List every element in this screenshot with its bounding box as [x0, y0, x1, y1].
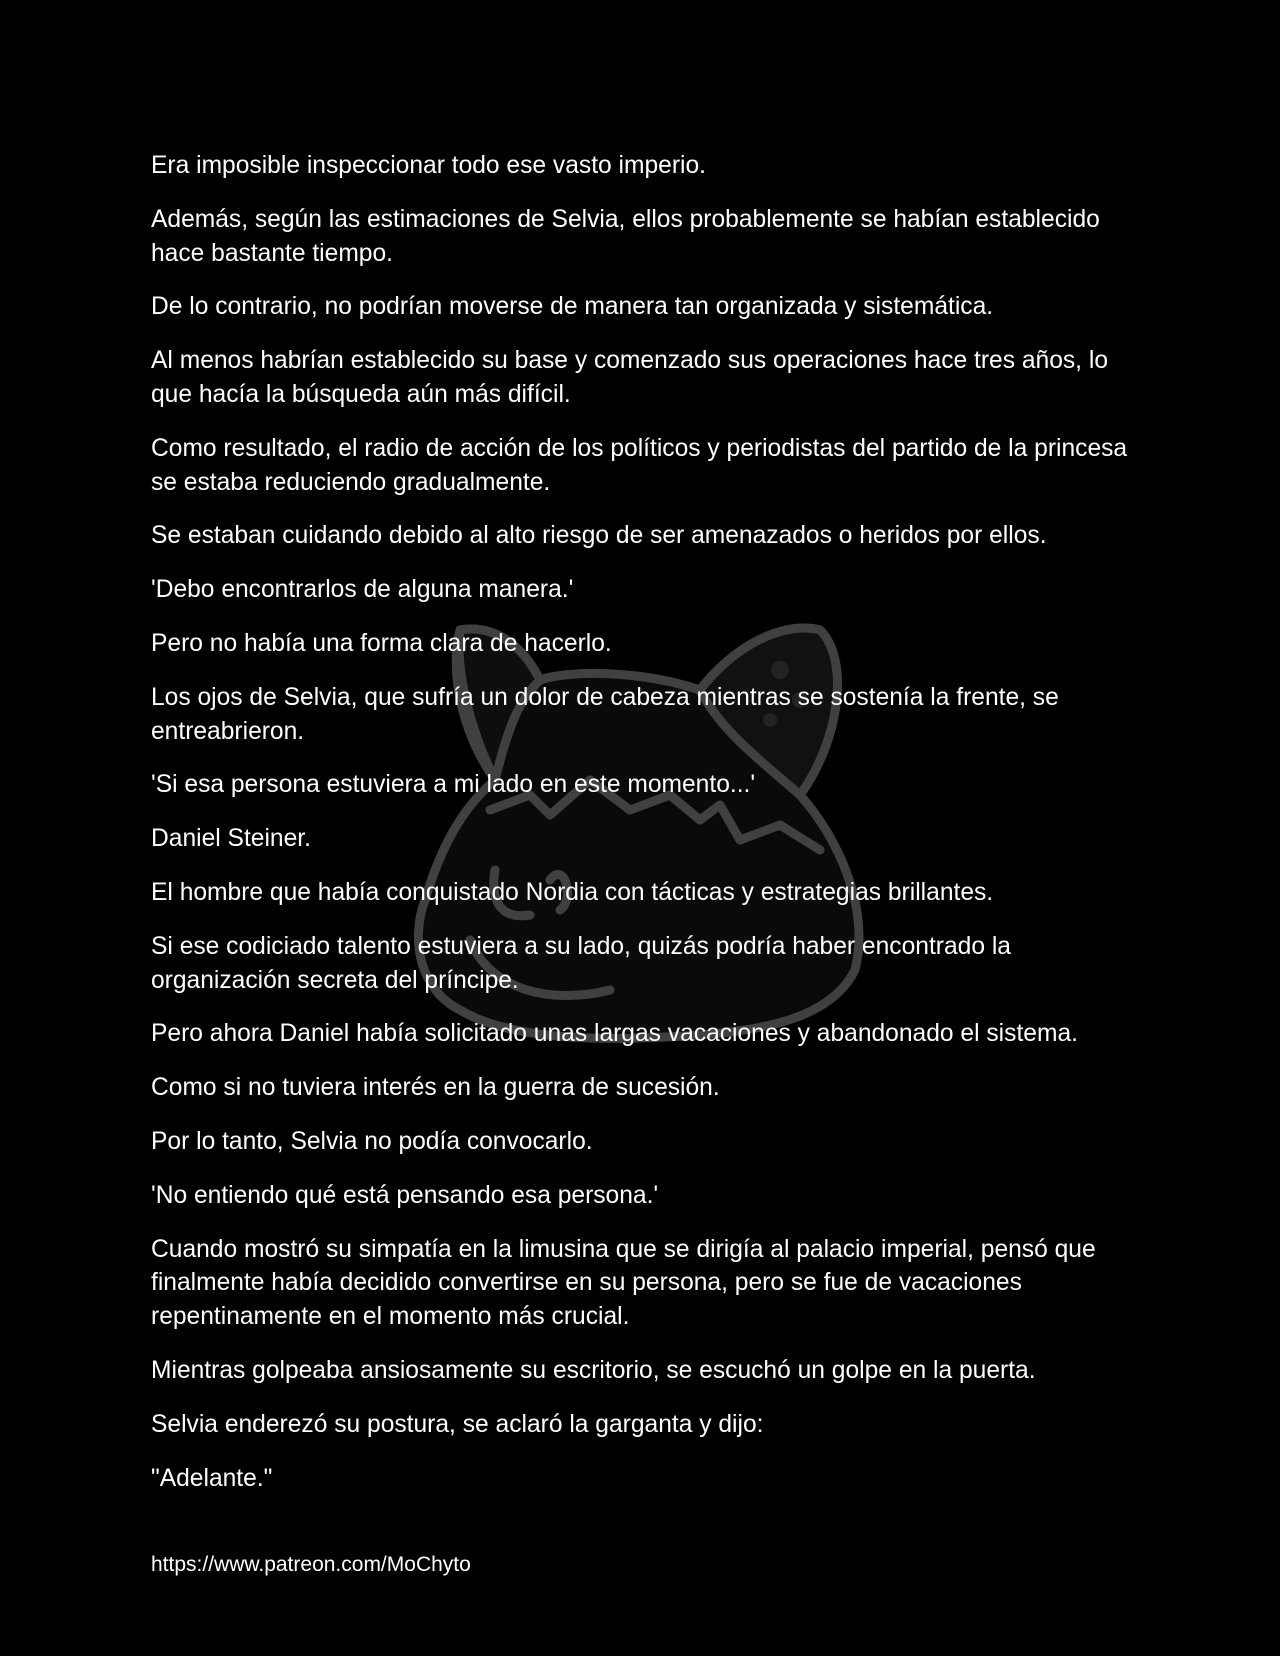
- paragraph: Como resultado, el radio de acción de los políticos y periodistas del partido de la princesa se estaba reduciendo gradualmente.: [151, 434, 1128, 496]
- chapter-text: [151, 149, 1151, 1515]
- paragraph: Como si no tuviera interés en la guerra de sucesión.: [151, 1074, 720, 1102]
- paragraph: Era imposible inspeccionar todo ese vasto imperio.: [151, 152, 707, 179]
- paragraph: Los ojos de Selvia, que sufría un dolor de cabeza mientras se sostenía la frente, se entreabrieron.: [151, 683, 1059, 745]
- paragraph: El hombre que había conquistado Nordia con tácticas y estrategias brillantes.: [151, 878, 994, 906]
- paragraph: De lo contrario, no podrían moverse de manera tan organizada y sistemática.: [151, 293, 994, 321]
- paragraph: 'Debo encontrarlos de alguna manera.': [151, 576, 574, 604]
- paragraph: Por lo tanto, Selvia no podía convocarlo.: [151, 1127, 593, 1155]
- paragraph: Se estaban cuidando debido al alto riesgo de ser amenazados o heridos por ellos.: [151, 522, 1047, 550]
- paragraph: Mientras golpeaba ansiosamente su escritorio, se escuchó un golpe en la puerta.: [151, 1356, 1036, 1384]
- paragraph: Pero ahora Daniel había solicitado unas largas vacaciones y abandonado el sistema.: [151, 1020, 1078, 1048]
- paragraph: Pero no había una forma clara de hacerlo.: [151, 629, 612, 657]
- paragraph: Daniel Steiner.: [151, 825, 311, 853]
- paragraph: Si ese codiciado talento estuviera a su lado, quizás podría haber encontrado la organización secreta del príncipe.: [151, 932, 1011, 994]
- patreon-link[interactable]: https://www.patreon.com/MoChyto: [151, 1553, 471, 1576]
- paragraph: Además, según las estimaciones de Selvia, ellos probablemente se habían establecido hace bastante tiempo.: [151, 205, 1100, 267]
- paragraph: "Adelante.": [151, 1464, 273, 1492]
- paragraph: 'No entiendo qué está pensando esa persona.': [151, 1181, 659, 1209]
- paragraph: Cuando mostró su simpatía en la limusina que se dirigía al palacio imperial, pensó que finalmente había decidido convertirse en su persona, pero se fue de vacaciones repentinamente en el momento más crucial.: [151, 1235, 1096, 1331]
- paragraph: Selvia enderezó su postura, se aclaró la garganta y dijo:: [151, 1410, 764, 1438]
- paragraph: 'Si esa persona estuviera a mi lado en este momento...': [151, 771, 756, 799]
- paragraph: Al menos habrían establecido su base y comenzado sus operaciones hace tres años, lo que hacía la búsqueda aún más difícil.: [151, 347, 1108, 408]
